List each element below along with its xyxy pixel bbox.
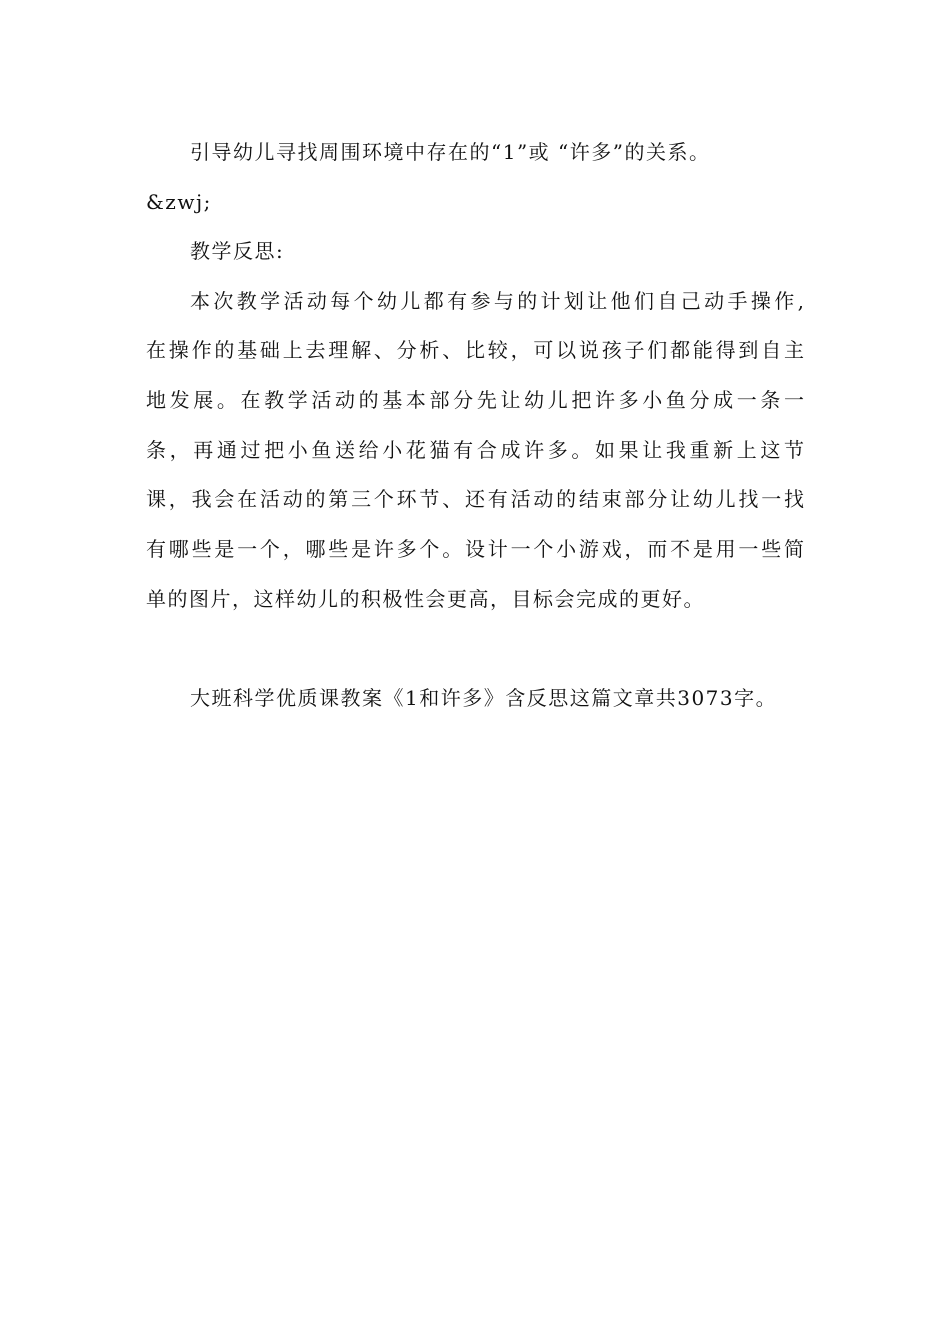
reflection-line-6: 有哪些是一个，哪些是许多个。设计一个小游戏，而不是用一些简: [146, 537, 804, 561]
reflection-line-7: 单的图片，这样幼儿的积极性会更高，目标会完成的更好。: [146, 587, 705, 611]
reflection-line-2: 在操作的基础上去理解、分析、比较，可以说孩子们都能得到自主: [146, 338, 804, 362]
article-summary: 大班科学优质课教案《1和许多》含反思这篇文章共3073字。: [190, 686, 778, 710]
reflection-line-1: 本次教学活动每个幼儿都有参与的计划让他们自己动手操作,: [190, 289, 804, 313]
reflection-line-5: 课，我会在活动的第三个环节、还有活动的结束部分让幼儿找一找: [146, 487, 804, 511]
reflection-line-3: 地发展。在教学活动的基本部分先让幼儿把许多小鱼分成一条一: [146, 388, 804, 412]
intro-line: 引导幼儿寻找周围环境中存在的“1”或 “许多”的关系。: [190, 140, 711, 164]
reflection-heading: 教学反思:: [190, 239, 285, 263]
reflection-line-4: 条，再通过把小鱼送给小花猫有合成许多。如果让我重新上这节: [146, 438, 804, 462]
zwj-entity-text: &zwj;: [146, 190, 212, 214]
